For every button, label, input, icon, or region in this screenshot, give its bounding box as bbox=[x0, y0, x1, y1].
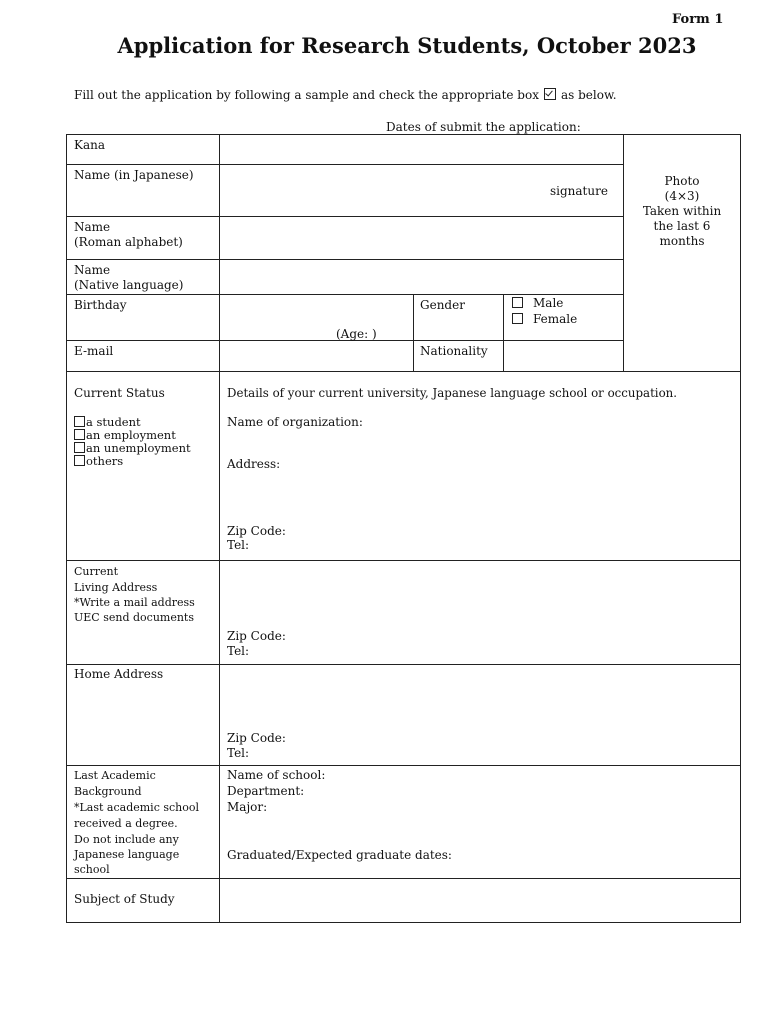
home-zip-label: Zip Code: bbox=[227, 731, 286, 745]
age-label: (Age: ) bbox=[336, 327, 377, 341]
submit-dates-label: Dates of submit the application: bbox=[386, 120, 581, 134]
status-zip-label: Zip Code: bbox=[227, 524, 286, 538]
photo-note-line3: months bbox=[659, 234, 705, 248]
living-tel-label: Tel: bbox=[227, 644, 250, 658]
academic-note-line3: Do not include any bbox=[74, 833, 179, 846]
page-title: Application for Research Students, October 2023 bbox=[117, 33, 697, 58]
form-number: Form 1 bbox=[672, 12, 724, 27]
academic-note-line1: *Last academic school bbox=[74, 801, 200, 814]
status-option-label: an unemployment bbox=[86, 441, 191, 455]
email-label: E-mail bbox=[74, 344, 114, 358]
academic-note-line5: school bbox=[74, 863, 110, 876]
status-option-label: a student bbox=[86, 415, 141, 429]
living-address-note-line2: UEC send documents bbox=[74, 611, 194, 624]
current-status-options bbox=[74, 416, 191, 468]
academic-note-line2: received a degree. bbox=[74, 817, 178, 830]
name-native-label-line1: Name bbox=[74, 263, 111, 277]
male-label: Male bbox=[533, 296, 564, 310]
gender-female-option[interactable] bbox=[512, 312, 577, 327]
nationality-label: Nationality bbox=[420, 344, 488, 358]
email-field[interactable] bbox=[221, 342, 412, 370]
nationality-field[interactable] bbox=[505, 342, 622, 370]
subject-of-study-field[interactable] bbox=[221, 880, 739, 921]
living-address-label-line1: Current bbox=[74, 565, 119, 578]
home-address-label: Home Address bbox=[74, 667, 164, 681]
status-option-label: an employment bbox=[86, 428, 176, 442]
living-address-label-line2: Living Address bbox=[74, 581, 158, 594]
living-address-note-line1: *Write a mail address bbox=[74, 596, 195, 609]
school-name-label: Name of school: bbox=[227, 768, 326, 782]
checked-box-icon bbox=[544, 88, 556, 100]
kana-field[interactable] bbox=[221, 137, 622, 163]
organization-label: Name of organization: bbox=[227, 415, 363, 429]
kana-label: Kana bbox=[74, 138, 106, 152]
photo-area bbox=[628, 174, 736, 249]
checkbox-icon[interactable] bbox=[512, 297, 523, 308]
gender-male-option[interactable] bbox=[512, 296, 563, 311]
female-label: Female bbox=[533, 312, 578, 326]
instructions-text-end: as below. bbox=[560, 88, 617, 102]
photo-size: (4×3) bbox=[664, 189, 700, 203]
home-address-field[interactable] bbox=[221, 666, 739, 764]
academic-label-line1: Last Academic bbox=[74, 769, 156, 782]
current-status-field[interactable] bbox=[221, 400, 739, 558]
gender-label: Gender bbox=[420, 298, 465, 312]
graduation-dates-label: Graduated/Expected graduate dates: bbox=[227, 848, 452, 862]
checkbox-icon[interactable] bbox=[512, 313, 523, 324]
checkbox-icon[interactable] bbox=[74, 416, 85, 427]
name-roman-label-line1: Name bbox=[74, 220, 111, 234]
department-label: Department: bbox=[227, 784, 305, 798]
status-tel-label: Tel: bbox=[227, 538, 250, 552]
major-label: Major: bbox=[227, 800, 268, 814]
name-roman-label-line2: (Roman alphabet) bbox=[74, 235, 183, 249]
current-status-label: Current Status bbox=[74, 386, 165, 400]
status-address-label: Address: bbox=[227, 457, 281, 471]
name-japanese-label: Name (in Japanese) bbox=[74, 168, 194, 182]
photo-label: Photo bbox=[664, 174, 700, 188]
home-tel-label: Tel: bbox=[227, 746, 250, 760]
living-zip-label: Zip Code: bbox=[227, 629, 286, 643]
photo-note-line2: the last 6 bbox=[653, 219, 711, 233]
living-address-field[interactable] bbox=[221, 562, 739, 663]
current-status-details: Details of your current university, Japanese language school or occupation. bbox=[227, 386, 678, 400]
signature-label: signature bbox=[550, 184, 608, 198]
photo-note-line1: Taken within bbox=[642, 204, 722, 218]
checkbox-icon[interactable] bbox=[74, 429, 85, 440]
instructions-text: Fill out the application by following a sample and check the appropriate box bbox=[74, 88, 539, 102]
instructions bbox=[74, 88, 617, 102]
status-option-label: others bbox=[86, 454, 124, 468]
birthday-field[interactable] bbox=[221, 296, 412, 339]
name-roman-field[interactable] bbox=[221, 218, 622, 258]
name-native-field[interactable] bbox=[221, 261, 622, 293]
status-option-others[interactable] bbox=[74, 455, 191, 468]
checkbox-icon[interactable] bbox=[74, 455, 85, 466]
birthday-label: Birthday bbox=[74, 298, 127, 312]
name-native-label-line2: (Native language) bbox=[74, 278, 184, 292]
subject-of-study-label: Subject of Study bbox=[74, 892, 175, 906]
academic-note-line4: Japanese language bbox=[74, 848, 180, 861]
checkbox-icon[interactable] bbox=[74, 442, 85, 453]
academic-label-line2: Background bbox=[74, 785, 142, 798]
